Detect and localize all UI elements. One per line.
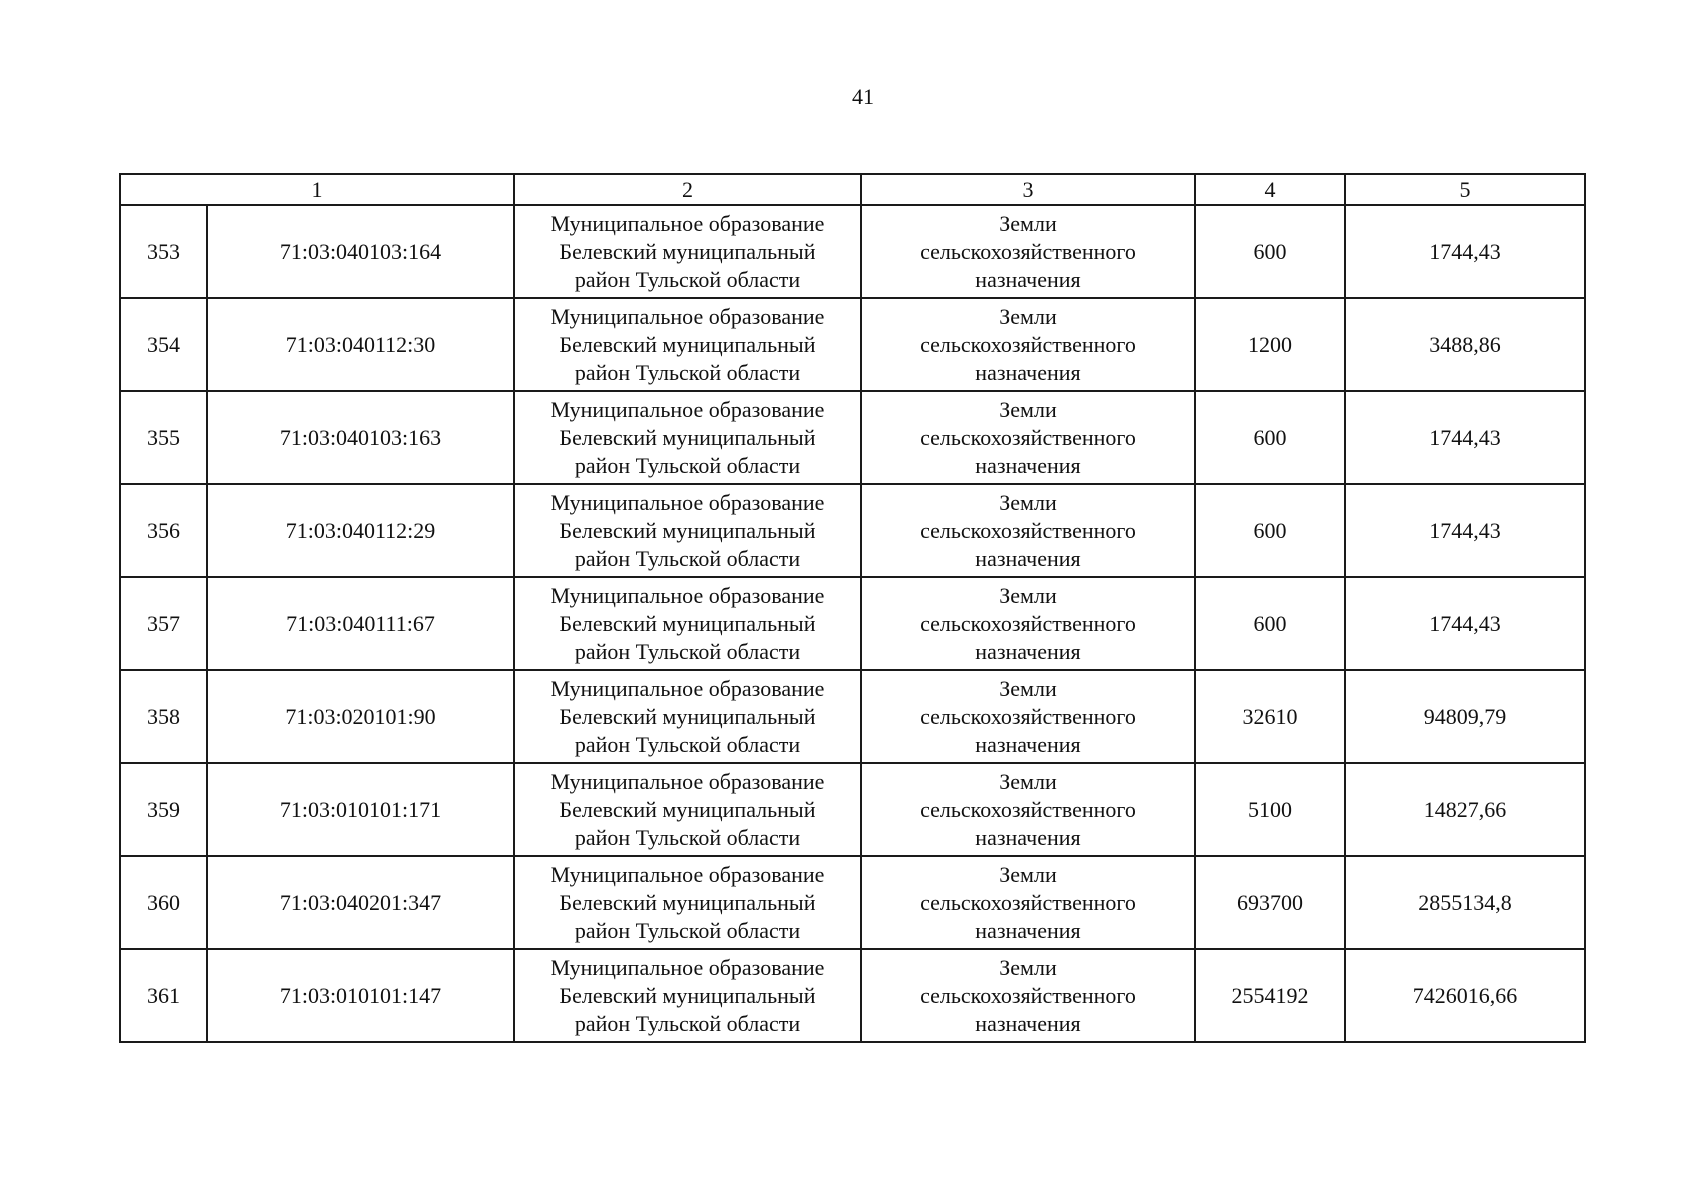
owner-cell: Муниципальное образование Белевский муниципальный район Тульской области <box>514 205 861 298</box>
column-header-5: 5 <box>1345 174 1585 205</box>
table-row <box>120 577 1585 670</box>
cadastral-value-cell: 7426016,66 <box>1345 949 1585 1042</box>
row-number-cell: 354 <box>120 298 207 391</box>
cadastral-number-cell: 71:03:040112:29 <box>207 484 514 577</box>
cadastral-value-cell: 14827,66 <box>1345 763 1585 856</box>
owner-cell: Муниципальное образование Белевский муниципальный район Тульской области <box>514 298 861 391</box>
owner-cell: Муниципальное образование Белевский муниципальный район Тульской области <box>514 670 861 763</box>
cadastral-number-cell: 71:03:040103:164 <box>207 205 514 298</box>
page-number: 41 <box>852 84 874 109</box>
land-category-cell: Земли сельскохозяйственного назначения <box>861 856 1195 949</box>
land-category-cell: Земли сельскохозяйственного назначения <box>861 949 1195 1042</box>
land-category-cell: Земли сельскохозяйственного назначения <box>861 298 1195 391</box>
land-category-cell: Земли сельскохозяйственного назначения <box>861 577 1195 670</box>
area-cell: 2554192 <box>1195 949 1345 1042</box>
cadastral-number-cell: 71:03:010101:171 <box>207 763 514 856</box>
table-row <box>120 205 1585 298</box>
row-number-cell: 355 <box>120 391 207 484</box>
land-category-cell: Земли сельскохозяйственного назначения <box>861 763 1195 856</box>
owner-cell: Муниципальное образование Белевский муниципальный район Тульской области <box>514 391 861 484</box>
land-category-cell: Земли сельскохозяйственного назначения <box>861 391 1195 484</box>
cadastral-value-cell: 1744,43 <box>1345 484 1585 577</box>
cadastral-value-cell: 1744,43 <box>1345 391 1585 484</box>
table-row <box>120 484 1585 577</box>
table-row <box>120 856 1585 949</box>
cadastral-value-cell: 1744,43 <box>1345 577 1585 670</box>
column-header-4: 4 <box>1195 174 1345 205</box>
area-cell: 600 <box>1195 484 1345 577</box>
land-plots-table <box>119 173 1586 1043</box>
land-category-cell: Земли сельскохозяйственного назначения <box>861 670 1195 763</box>
owner-cell: Муниципальное образование Белевский муниципальный район Тульской области <box>514 949 861 1042</box>
table-row <box>120 670 1585 763</box>
cadastral-number-cell: 71:03:020101:90 <box>207 670 514 763</box>
area-cell: 5100 <box>1195 763 1345 856</box>
column-header-3: 3 <box>861 174 1195 205</box>
owner-cell: Муниципальное образование Белевский муниципальный район Тульской области <box>514 484 861 577</box>
area-cell: 1200 <box>1195 298 1345 391</box>
cadastral-value-cell: 94809,79 <box>1345 670 1585 763</box>
land-category-cell: Земли сельскохозяйственного назначения <box>861 205 1195 298</box>
table-row <box>120 298 1585 391</box>
owner-cell: Муниципальное образование Белевский муниципальный район Тульской области <box>514 577 861 670</box>
row-number-cell: 356 <box>120 484 207 577</box>
row-number-cell: 358 <box>120 670 207 763</box>
cadastral-number-cell: 71:03:040103:163 <box>207 391 514 484</box>
cadastral-number-cell: 71:03:040112:30 <box>207 298 514 391</box>
cadastral-value-cell: 2855134,8 <box>1345 856 1585 949</box>
cadastral-number-cell: 71:03:040111:67 <box>207 577 514 670</box>
table-row <box>120 949 1585 1042</box>
row-number-cell: 359 <box>120 763 207 856</box>
land-category-cell: Земли сельскохозяйственного назначения <box>861 484 1195 577</box>
area-cell: 600 <box>1195 577 1345 670</box>
row-number-cell: 357 <box>120 577 207 670</box>
area-cell: 600 <box>1195 205 1345 298</box>
table-row <box>120 391 1585 484</box>
column-header-2: 2 <box>514 174 861 205</box>
area-cell: 600 <box>1195 391 1345 484</box>
area-cell: 693700 <box>1195 856 1345 949</box>
cadastral-number-cell: 71:03:040201:347 <box>207 856 514 949</box>
column-header-1: 1 <box>120 174 514 205</box>
table-body <box>120 174 1585 1042</box>
cadastral-value-cell: 1744,43 <box>1345 205 1585 298</box>
row-number-cell: 353 <box>120 205 207 298</box>
cadastral-number-cell: 71:03:010101:147 <box>207 949 514 1042</box>
column-header-row <box>120 174 1585 205</box>
table-row <box>120 763 1585 856</box>
cadastral-value-cell: 3488,86 <box>1345 298 1585 391</box>
owner-cell: Муниципальное образование Белевский муниципальный район Тульской области <box>514 763 861 856</box>
owner-cell: Муниципальное образование Белевский муниципальный район Тульской области <box>514 856 861 949</box>
area-cell: 32610 <box>1195 670 1345 763</box>
row-number-cell: 361 <box>120 949 207 1042</box>
row-number-cell: 360 <box>120 856 207 949</box>
